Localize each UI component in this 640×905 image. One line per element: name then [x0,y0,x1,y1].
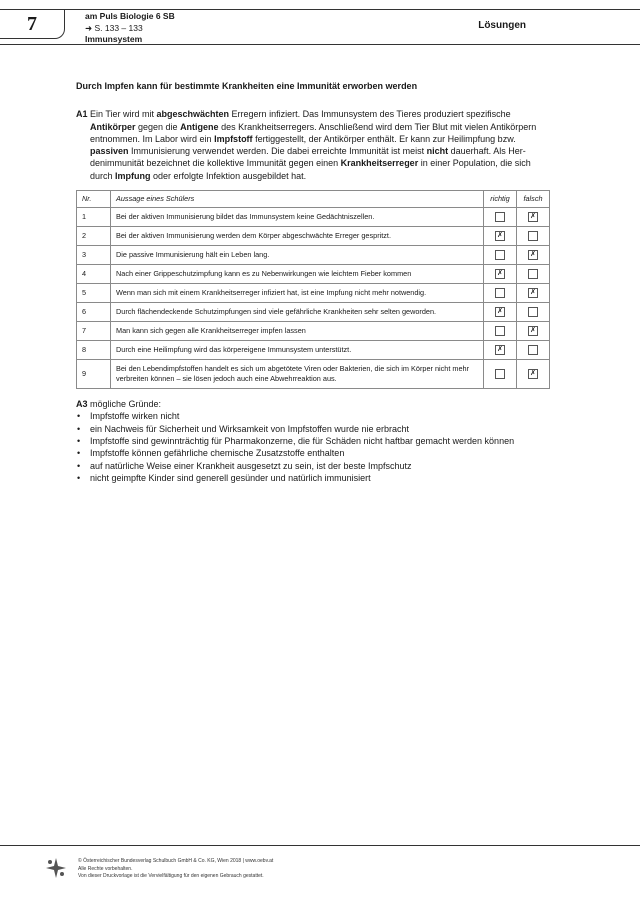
wrong-checkbox: ✗ [528,369,538,379]
row-number: 9 [77,360,111,389]
statements-table [76,190,550,389]
highlighted-term: Antigene [180,121,219,132]
table-row [77,246,550,265]
list-item [76,435,550,447]
page-reference: ➜ S. 133 – 133 [85,22,143,33]
text-segment: Immunisierung verwendet werden. Die dabei erreichte Immunität ist meist [128,146,427,157]
text-segment: in einer Population, die sich durch [90,158,531,181]
wrong-checkbox [528,345,538,355]
cell-wrong [517,303,550,322]
table-row [77,208,550,227]
bullet-icon: • [77,472,81,483]
row-statement: Die passive Immunisierung hält ein Leben lang. [111,246,484,265]
row-number: 6 [77,303,111,322]
table-row [77,303,550,322]
footer-line: © Österreichischer Bundesverlag Schulbuch GmbH & Co. KG, Wien 2018 | www.oebv.at [78,858,274,864]
row-number: 5 [77,284,111,303]
wrong-checkbox [528,269,538,279]
reason-text: nicht geimpfte Kinder sind generell gesünder und natürlich immunisiert [90,472,371,483]
right-checkbox: ✗ [495,345,505,355]
wrong-checkbox: ✗ [528,212,538,222]
list-item [76,410,550,422]
list-item [76,423,550,435]
text-segment: des Krankheitserregers. Anschließend wird dem Tier Blut mit vielen Antikörpern entnommen. Im Labor wird ein [90,121,537,144]
header-wrong: falsch [517,191,550,208]
list-item [76,447,550,459]
cell-right [484,341,517,360]
bullet-icon: • [77,435,81,446]
text-segment: oder erfolgte Infektion ausgebildet hat. [150,170,307,181]
right-checkbox [495,369,505,379]
cell-wrong [517,284,550,303]
reason-text: Impfstoffe wirken nicht [90,411,180,422]
reasons-list [76,410,550,484]
table-row [77,322,550,341]
text-segment: Ein Tier wird mit [90,109,157,120]
table-header-row [77,191,550,208]
worksheet-title: Durch Impfen kann für bestimmte Krankheiten eine Immunität erworben werden [76,81,418,91]
row-number: 2 [77,227,111,246]
cell-wrong [517,341,550,360]
row-number: 4 [77,265,111,284]
footer-line: Von dieser Druckvorlage ist die Vervielfältigung für den eigenen Gebrauch gestattet. [78,873,264,879]
table-row [77,341,550,360]
row-statement: Nach einer Grippeschutzimpfung kann es zu Nebenwirkungen wie leichtem Fieber kommen [111,265,484,284]
header-info [85,11,175,46]
cell-right [484,227,517,246]
highlighted-term: Impfung [115,170,151,181]
page-number-tab [0,9,65,39]
publisher-logo-icon [45,857,67,879]
highlighted-term: passiven [90,146,129,157]
text-segment: fertiggestellt, der Antikörper enthält. Er kann zur Heilimpfung bzw. [252,133,516,144]
reason-text: Impfstoffe können gefährliche chemische Zusatzstoffe enthalten [90,448,345,459]
header-nr: Nr. [77,191,111,208]
row-statement: Durch flächendeckende Schutzimpfungen sind viele gefährliche Krankheiten sehr selten geworden. [111,303,484,322]
cell-right [484,284,517,303]
reason-text: Impfstoffe sind gewinnträchtig für Pharmakonzerne, die für Schäden nicht haftbar gemacht werden können [90,435,515,446]
table-row [77,265,550,284]
book-title: am Puls Biologie 6 SB [85,11,175,21]
right-checkbox: ✗ [495,269,505,279]
bullet-icon: • [77,448,81,459]
header-right: richtig [484,191,517,208]
text-segment: gegen die [135,121,181,132]
task-a3-intro: mögliche Gründe: [90,399,162,410]
right-checkbox [495,288,505,298]
row-number: 1 [77,208,111,227]
wrong-checkbox: ✗ [528,326,538,336]
reason-text: auf natürliche Weise einer Krankheit ausgesetzt zu sein, ist der beste Impfschutz [90,460,412,471]
cell-right [484,303,517,322]
row-statement: Bei der aktiven Immunisierung werden dem Körper abgeschwächte Erreger gespritzt. [111,227,484,246]
right-checkbox [495,326,505,336]
row-number: 3 [77,246,111,265]
table-row [77,227,550,246]
right-checkbox: ✗ [495,231,505,241]
text-segment: Erregern infiziert. Das Immunsystem des Tieres produziert spezifische [229,109,511,120]
highlighted-term: abgeschwächten [156,109,230,120]
row-statement: Durch eine Heilimpfung wird das körpereigene Immunsystem unterstützt. [111,341,484,360]
bullet-icon: • [77,423,81,434]
chapter-title: Immunsystem [85,34,143,44]
row-statement: Bei der aktiven Immunisierung bildet das Immunsystem keine Gedächtniszellen. [111,208,484,227]
copyright-footer [78,858,273,881]
bullet-icon: • [77,411,81,422]
worksheet-content [76,80,550,484]
task-a3-label: A3 [76,399,88,410]
row-number: 7 [77,322,111,341]
wrong-checkbox: ✗ [528,250,538,260]
section-label: Lösungen [478,20,526,31]
highlighted-term: Antikörper [90,121,136,132]
cell-right [484,360,517,389]
cell-wrong [517,265,550,284]
table-row [77,284,550,303]
wrong-checkbox [528,307,538,317]
cell-right [484,246,517,265]
list-item [76,460,550,472]
footer-rule [0,845,640,846]
row-statement: Bei den Lebendimpfstoffen handelt es sich um abgetötete Viren oder Bakterien, die sich im Körper nicht mehr verbreiten können – sie lösen jedoch auch eine Abwehrreaktion aus. [111,360,484,389]
page-number: 7 [27,12,37,35]
header-rule-top [64,9,640,10]
right-checkbox: ✗ [495,307,505,317]
cell-right [484,208,517,227]
right-checkbox [495,212,505,222]
cell-right [484,322,517,341]
task-a1-text [90,108,550,182]
cell-right [484,265,517,284]
row-statement: Man kann sich gegen alle Krankheitserreger impfen lassen [111,322,484,341]
table-row [77,360,550,389]
task-a1 [76,108,550,182]
header-rule-bottom [0,44,640,45]
footer-line: Alle Rechte vorbehalten. [78,865,133,872]
cell-wrong [517,246,550,265]
row-statement: Wenn man sich mit einem Krankheitserreger infiziert hat, ist eine Impfung nicht mehr notwendig. [111,284,484,303]
list-item [76,472,550,484]
reason-text: ein Nachweis für Sicherheit und Wirksamkeit von Impfstoffen wurde nie erbracht [90,423,409,434]
text-segment: dauerhaft. Als Herdenimmunität bezeichnet die kollektive Immunität gegen einen [90,146,526,169]
task-a3 [76,398,550,484]
right-checkbox [495,250,505,260]
header-statement: Aussage eines Schülers [111,191,484,208]
highlighted-term: Impfstoff [214,133,253,144]
bullet-icon: • [77,460,81,471]
cell-wrong [517,227,550,246]
cell-wrong [517,322,550,341]
cell-wrong [517,360,550,389]
cell-wrong [517,208,550,227]
wrong-checkbox [528,231,538,241]
row-number: 8 [77,341,111,360]
wrong-checkbox: ✗ [528,288,538,298]
highlighted-term: Krankheitserreger [340,158,419,169]
highlighted-term: nicht [426,146,449,157]
task-a1-label: A1 [76,109,88,120]
